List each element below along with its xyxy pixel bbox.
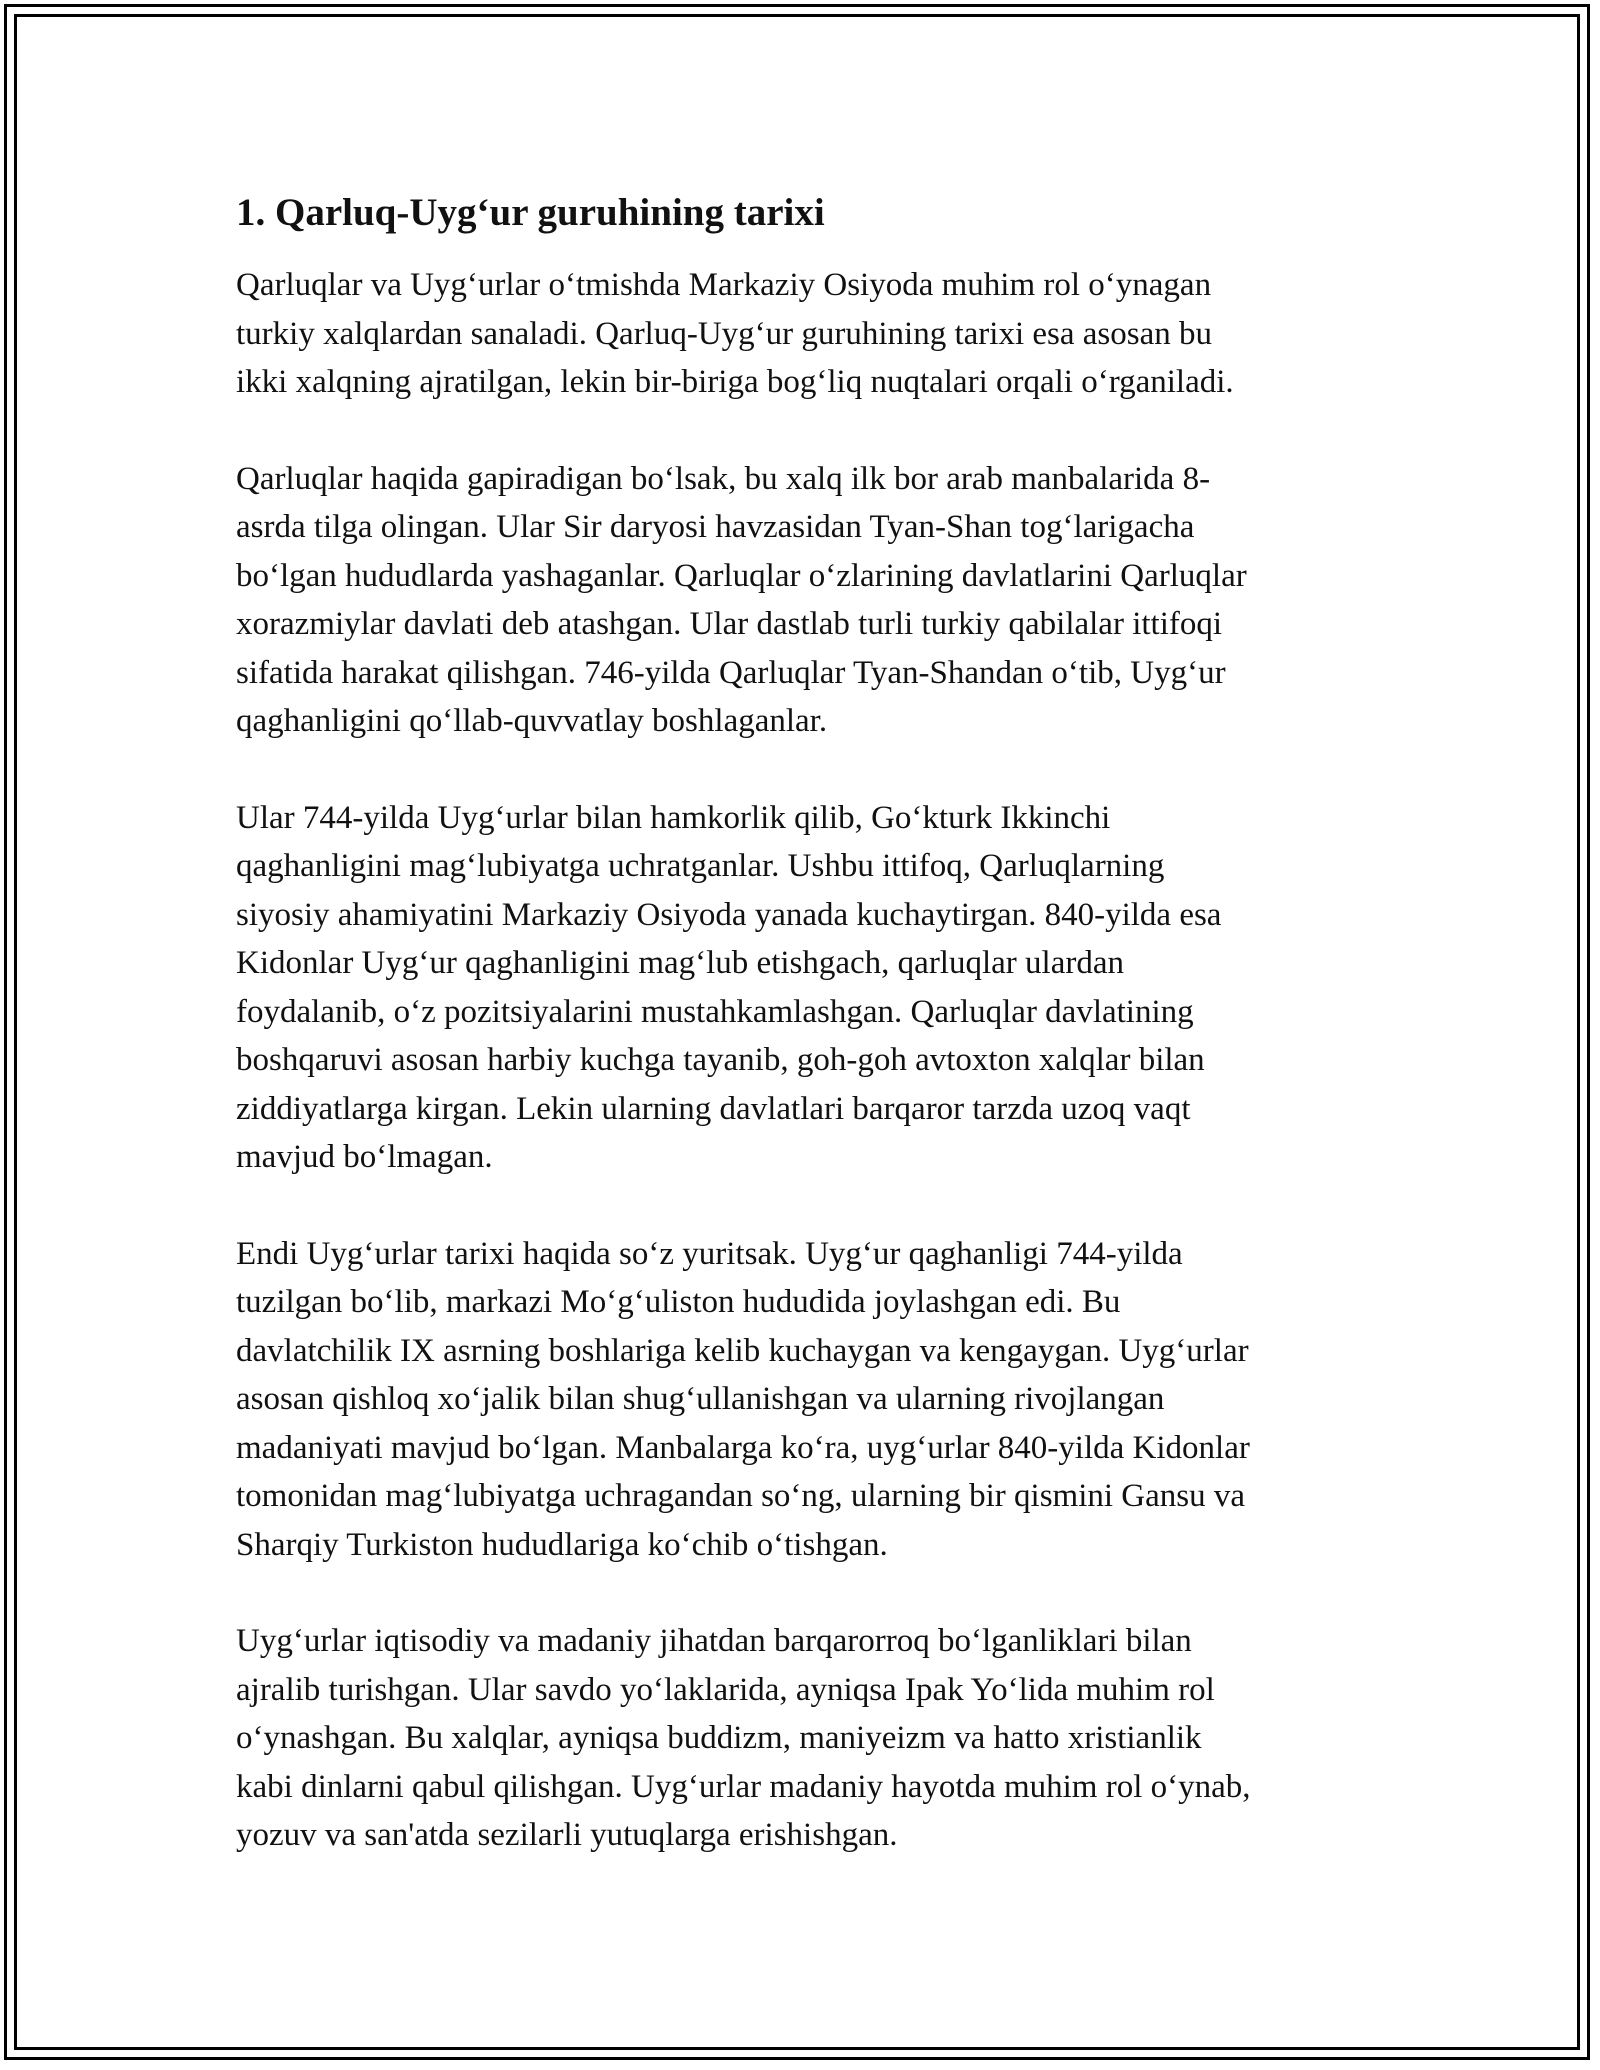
text-line: Ular 744-yilda Uyg‘urlar bilan hamkorlik qilib, Go‘kturk Ikkinchi <box>236 799 1111 836</box>
document-body <box>236 187 1376 1908</box>
text-line: qaghanligini mag‘lubiyatga uchratganlar. Ushbu ittifoq, Qarluqlarning <box>236 848 1165 884</box>
text-line: Sharqiy Turkiston hududlariga ko‘chib o‘tishgan. <box>236 1526 888 1563</box>
text-line: mavjud bo‘lmagan. <box>236 1139 493 1175</box>
text-line: kabi dinlarni qabul qilishgan. Uyg‘urlar madaniy hayotda muhim rol o‘ynab, <box>236 1768 1251 1805</box>
text-line: asosan qishloq xo‘jalik bilan shug‘ullanishgan va ularning rivojlangan <box>236 1381 1165 1417</box>
text-line: Qarluqlar va Uyg‘urlar o‘tmishda Markaziy Osiyoda muhim rol o‘ynagan <box>236 267 1212 303</box>
paragraph-uyghurs-culture <box>236 1617 1376 1860</box>
paragraph-intro <box>236 261 1376 407</box>
text-line: boshqaruvi asosan harbiy kuchga tayanib, goh-goh avtoxton xalqlar bilan <box>236 1042 1205 1078</box>
text-line: tomonidan mag‘lubiyatga uchragandan so‘ng, ularning bir qismini Gansu va <box>236 1478 1246 1514</box>
text-line: sifatida harakat qilishgan. 746-yilda Qarluqlar Tyan-Shandan o‘tib, Uyg‘ur <box>236 654 1226 691</box>
text-line: tuzilgan bo‘lib, markazi Mo‘g‘uliston hududida joylashgan edi. Bu <box>236 1284 1121 1320</box>
text-line: turkiy xalqlardan sanaladi. Qarluq-Uyg‘ur guruhining tarixi esa asosan bu <box>236 315 1212 352</box>
text-line: Kidonlar Uyg‘ur qaghanligini mag‘lub etishgach, qarluqlar ulardan <box>236 945 1124 981</box>
paragraph-qarluqs-alliance <box>236 794 1376 1182</box>
text-line: madaniyati mavjud bo‘lgan. Manbalarga ko‘ra, uyg‘urlar 840-yilda Kidonlar <box>236 1429 1250 1466</box>
text-line: bo‘lgan hududlarda yashaganlar. Qarluqlar o‘zlarining davlatlarini Qarluqlar <box>236 557 1247 594</box>
text-line: Uyg‘urlar iqtisodiy va madaniy jihatdan barqarorroq bo‘lganliklari bilan <box>236 1623 1192 1659</box>
text-line: o‘ynashgan. Bu xalqlar, ayniqsa buddizm, maniyeizm va hatto xristianlik <box>236 1720 1202 1756</box>
text-line: Qarluqlar haqida gapiradigan bo‘lsak, bu xalq ilk bor arab manbalarida 8- <box>236 460 1211 497</box>
paragraph-uyghurs-history <box>236 1230 1376 1570</box>
paragraph-qarluqs-origin <box>236 455 1376 746</box>
section-heading: 1. Qarluq-Uyg‘ur guruhining tarixi <box>236 191 825 234</box>
text-line: yozuv va san'atda sezilarli yutuqlarga erishishgan. <box>236 1817 898 1853</box>
text-line: qaghanligini qo‘llab-quvvatlay boshlaganlar. <box>236 703 828 739</box>
text-line: xorazmiylar davlati deb atashgan. Ular dastlab turli turkiy qabilalar ittifoqi <box>236 606 1223 642</box>
text-line: foydalanib, o‘z pozitsiyalarini mustahkamlashgan. Qarluqlar davlatining <box>236 993 1194 1030</box>
text-line: davlatchilik IX asrning boshlariga kelib kuchaygan va kengaygan. Uyg‘urlar <box>236 1332 1249 1369</box>
text-line: Endi Uyg‘urlar tarixi haqida so‘z yuritsak. Uyg‘ur qaghanligi 744-yilda <box>236 1235 1183 1272</box>
text-line: ikki xalqning ajratilgan, lekin bir-biriga bog‘liq nuqtalari orqali o‘rganiladi. <box>236 364 1234 400</box>
text-line: asrda tilga olingan. Ular Sir daryosi havzasidan Tyan-Shan tog‘larigacha <box>236 509 1195 545</box>
text-line: ajralib turishgan. Ular savdo yo‘laklarida, ayniqsa Ipak Yo‘lida muhim rol <box>236 1671 1215 1708</box>
text-line: ziddiyatlarga kirgan. Lekin ularning davlatlari barqaror tarzda uzoq vaqt <box>236 1090 1191 1127</box>
text-line: siyosiy ahamiyatini Markaziy Osiyoda yanada kuchaytirgan. 840-yilda esa <box>236 896 1222 933</box>
